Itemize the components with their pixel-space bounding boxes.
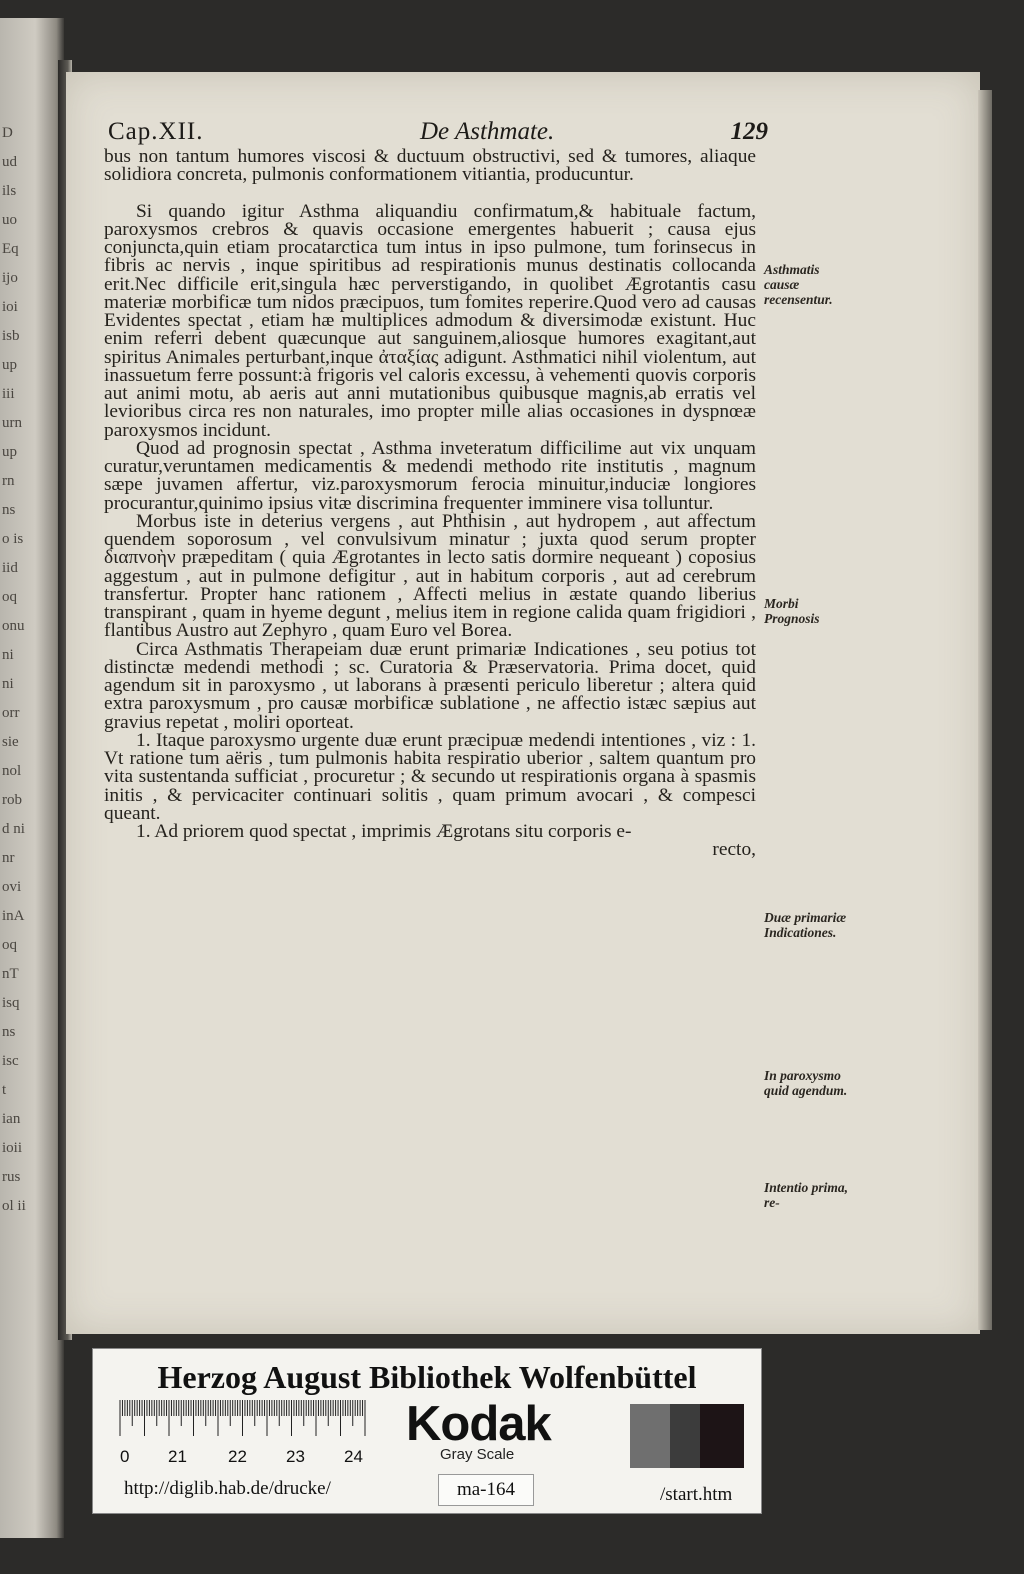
facing-page-fragment: ovi: [2, 880, 22, 894]
facing-page-fragment: ian: [2, 1112, 21, 1126]
facing-page-fragment: iii: [2, 387, 15, 401]
facing-page-fragment: ns: [2, 503, 16, 517]
ruler-label: 22: [228, 1447, 247, 1466]
facing-page-fragment: ioi: [2, 300, 18, 314]
facing-page-fragment: ils: [2, 184, 17, 198]
facing-page-fragment: ioii: [2, 1141, 23, 1155]
facing-page-fragment: d ni: [2, 822, 25, 836]
facing-page-fragment: oq: [2, 590, 17, 604]
kodak-logo: Kodak: [406, 1397, 551, 1451]
paragraph: Morbus iste in deterius vergens , aut Phthisin , aut hydropem , aut affectum quendem soporosum , vel convulsivum minatur ; juxta quod serum propter διαπνοὴν præpeditam ( quia Ægrotantes in lecto satis dormire nequeant ) coposius aggestum , aut in pulmone defigitur , aut in habitum corporis , aut ad cerebrum transfertur. Propter hanc rationem , Affecti melius in æstate quando liberius transpirant , quam in hyeme degunt , melius item in regione calida quam frigidiori , flantibus Austro aut Zephyro , quam Euro vel Borea.: [104, 510, 756, 642]
gray-swatch: [630, 1404, 670, 1468]
page-number: 129: [730, 118, 768, 145]
facing-page-fragment: ud: [2, 155, 17, 169]
paragraph: 1. Itaque paroxysmo urgente duæ erunt præcipuæ medendi intentiones , viz : 1. Vt ratione tum aëris , tum pulmonis habita respiratio uberior , saltem quantum pro vita sustentanda sufficiat , procuretur ; & secundo ut respirationis organa à spasmis initis , & pervicaciter continuari solitis , quam primum avocari , & compesci queant.: [104, 729, 756, 824]
facing-page-fragment: ni: [2, 677, 14, 691]
facing-page-fragment: isc: [2, 1054, 19, 1068]
facing-page-fragment: iid: [2, 561, 18, 575]
ruler-label: 23: [286, 1447, 305, 1466]
facing-page-fragment: rus: [2, 1170, 21, 1184]
ruler-label: 21: [168, 1447, 187, 1466]
gray-swatches: [570, 1404, 744, 1468]
facing-page-fragment: nol: [2, 764, 22, 778]
facing-page-fragment: nr: [2, 851, 15, 865]
shelfmark: ma-164: [438, 1474, 534, 1506]
chapter-heading: Cap.XII.: [108, 118, 204, 145]
marginal-note: Morbi Prognosis: [764, 596, 820, 626]
facing-page-fragment: Eq: [2, 242, 19, 256]
marginal-note: Intentio prima, re-: [764, 1180, 849, 1210]
marginal-note: Asthmatis causæ recensentur.: [764, 262, 833, 307]
gray-scale-label: Gray Scale: [440, 1446, 515, 1463]
facing-page-fragment: sie: [2, 735, 19, 749]
ruler-label: 24: [344, 1447, 363, 1466]
body-text: [104, 148, 756, 860]
facing-page-fragment: D: [2, 126, 13, 140]
facing-page-fragment: ol ii: [2, 1199, 26, 1213]
paragraph: Quod ad prognosin spectat , Asthma inveteratum difficilime aut vix unquam curatur,veruntamen medicamentis & medendi methodo rite institutis , magnum sæpe juvamen affertur, viz.paroxysmorum ferocia minuitur,induciæ longiores procurantur,quinimo ipsius vitæ discrimina frequenter imminere visa tolluntur.: [104, 437, 756, 514]
facing-page-fragment: inA: [2, 909, 25, 923]
running-title: De Asthmate.: [420, 118, 555, 145]
paragraph: Si quando igitur Asthma aliquandiu confirmatum,& habituale factum, paroxysmos crebros & quavis occasione emergentes habuerit ; causa ejus conjuncta,quin etiam procatarctica tum intus in ipso pulmone, tum forinsecus in fibris ac nervis , inque spiritibus ad respirationis munus destinatis collocanda erit.Nec difficile erit,singula hæc perverstigando, in quolibet Ægrotantis casu materiæ morbificæ tum nidos præcipuos, tum fomites reperire.Quod vero ad causas Evidentes spectat , etiam hæ multiplices admodum & diversimodæ existunt. Huc enim referri debent quæcunque aut sanguinem,aliosque humores exagitant,aut spiritus Animales perturbant,inque ἀταξίας adigunt. Asthmatici nihil violentum, aut inassuetum ferre possunt:à frigoris vel caloris excessu, à vehementi quovis corporis aut animi motu, ab aeris aut anni mutationibus quibusque magnis,ab erratis vel levioribus circa res non naturales, imo propter mille alias occasiones in dyspnœæ paroxysmos incidunt.: [104, 200, 756, 441]
facing-page-fragment: isb: [2, 329, 20, 343]
paragraph: 1. Ad priorem quod spectat , imprimis Ægrotans situ corporis e-: [136, 821, 632, 842]
ruler-label: 0: [120, 1447, 130, 1466]
catchword: recto,: [712, 839, 756, 861]
digital-library-url: http://diglib.hab.de/drucke/: [124, 1478, 331, 1499]
facing-page-fragment: up: [2, 358, 17, 372]
start-link: /start.htm: [660, 1484, 733, 1505]
paragraph: Circa Asthmatis Therapeiam duæ erunt primariæ Indicationes , seu potius tot distinctæ medendi methodi ; sc. Curatoria & Præservatoria. Prima docet, quid agendum sit in paroxysmo , ut laborans à præsenti periculo liberetur ; altera quid extra paroxysmum , pro causæ morbificæ sublatione , ne affectio istæc sæpius aut gravius repetat , moliri oporteat.: [104, 638, 756, 733]
gray-swatch: [700, 1404, 744, 1468]
ruler: [118, 1398, 370, 1468]
marginal-note: Duæ primariæ Indicationes.: [764, 910, 847, 940]
facing-page-fragment: onu: [2, 619, 25, 633]
facing-page-fragment: ni: [2, 648, 14, 662]
facing-page-fragment: rn: [2, 474, 15, 488]
gray-swatch: [670, 1404, 700, 1468]
paragraph: bus non tantum humores viscosi & ductuum obstructivi, sed & tumores, aliaque solidiora concreta, pulmonis conformationem vitiantia, producuntur.: [104, 146, 756, 186]
facing-page-fragment: isq: [2, 996, 20, 1010]
facing-page-fragment: urn: [2, 416, 22, 430]
facing-page-fragment: ijo: [2, 271, 18, 285]
page-edge-shadow: [978, 90, 992, 1330]
facing-page-edge: [0, 18, 64, 1538]
facing-page-fragment: uo: [2, 213, 17, 227]
facing-page-fragment: rob: [2, 793, 22, 807]
marginal-note: In paroxysmo quid agendum.: [764, 1068, 848, 1098]
facing-page-fragment: o is: [2, 532, 24, 546]
facing-page-fragment: up: [2, 445, 17, 459]
facing-page-fragment: ns: [2, 1025, 16, 1039]
facing-page-fragment: orr: [2, 706, 20, 720]
facing-page-fragment: nT: [2, 967, 19, 981]
library-name: Herzog August Bibliothek Wolfenbüttel: [157, 1359, 697, 1395]
facing-page-fragment: t: [2, 1083, 7, 1097]
facing-page-fragment: oq: [2, 938, 17, 952]
